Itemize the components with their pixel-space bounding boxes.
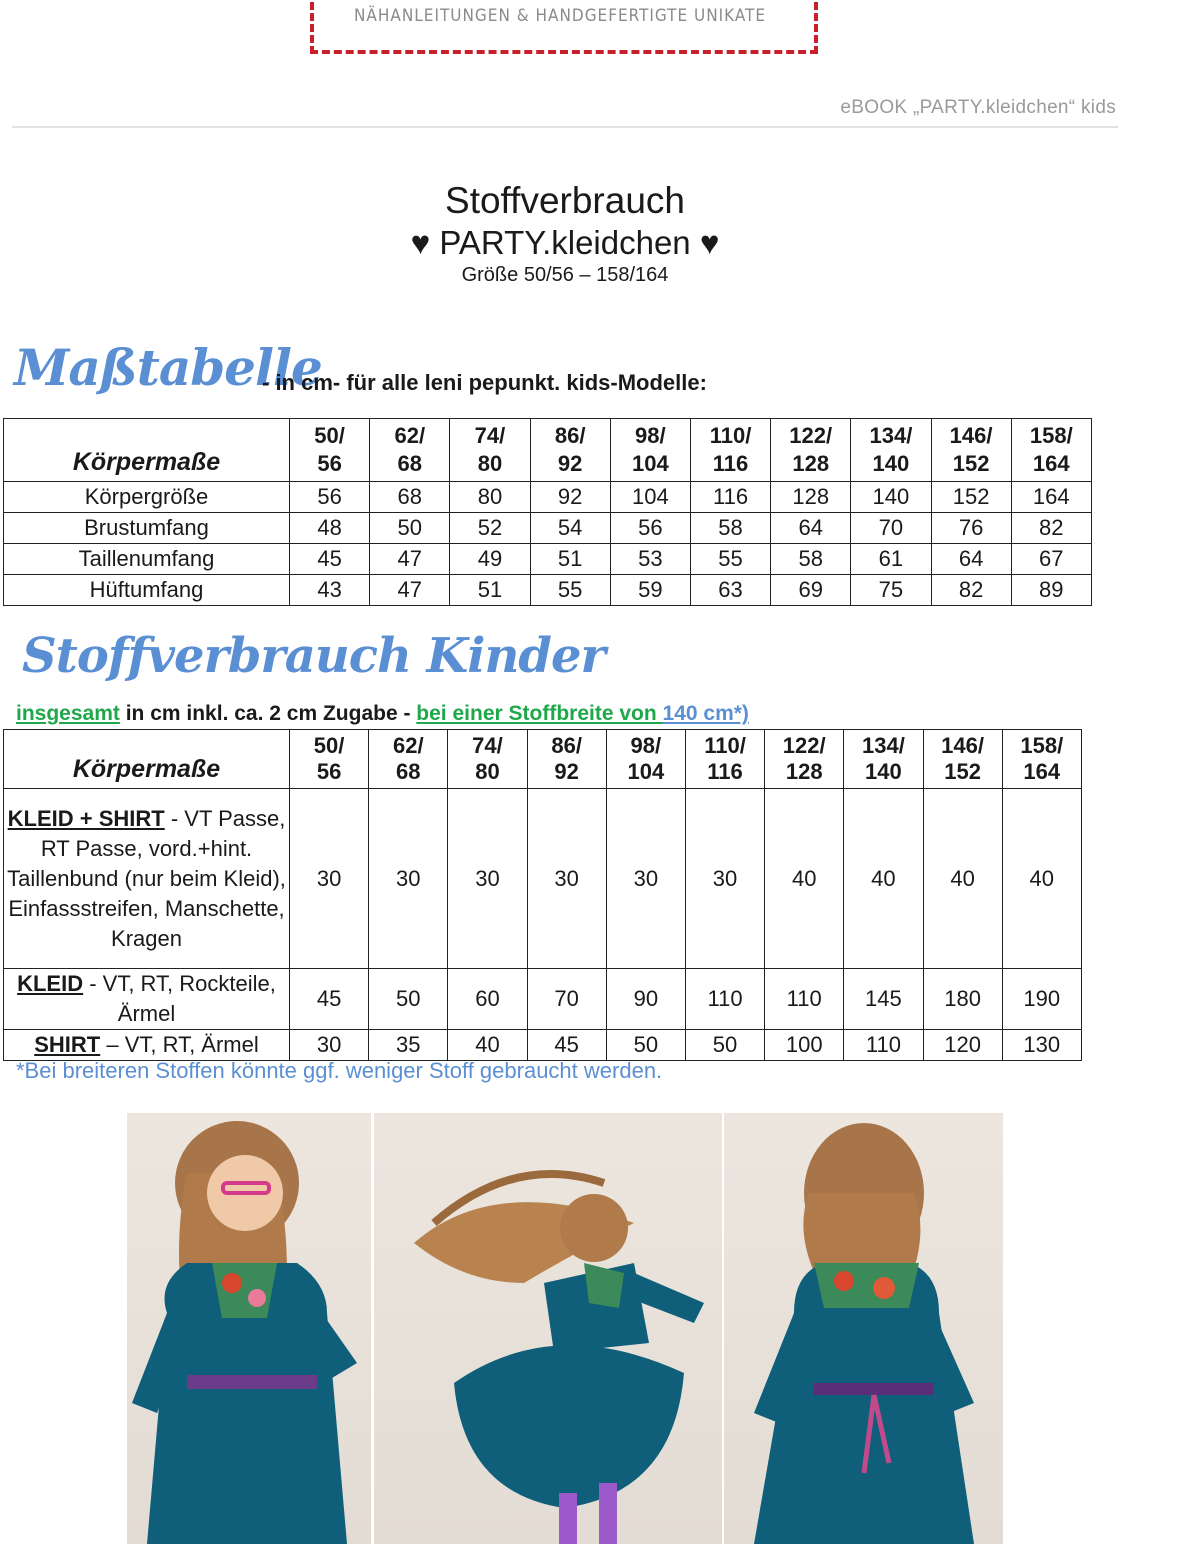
table-cell: 58: [771, 544, 851, 575]
size-header: 146/ 152: [923, 730, 1002, 789]
table-cell: 100: [765, 1030, 844, 1061]
size-header: 122/ 128: [771, 419, 851, 482]
size-header: 98/ 104: [610, 419, 690, 482]
table-cell: 140: [851, 482, 931, 513]
table-cell: 30: [290, 1030, 369, 1061]
table-cell: 50: [370, 513, 450, 544]
size-header: 122/ 128: [765, 730, 844, 789]
table-cell: 30: [448, 789, 527, 969]
table-cell: 58: [690, 513, 770, 544]
table-cell: 45: [290, 969, 369, 1030]
subheading-fabric-width: bei einer Stoffbreite von: [416, 702, 663, 725]
table-cell: 35: [369, 1030, 448, 1061]
table-cell: 54: [530, 513, 610, 544]
table-cell: 53: [610, 544, 690, 575]
corner-label: Körpermaße: [4, 730, 290, 789]
table-cell: 40: [448, 1030, 527, 1061]
table-cell: 80: [450, 482, 530, 513]
size-header: 74/ 80: [450, 419, 530, 482]
stoffverbrauch-heading: Stoffverbrauch Kinder: [22, 628, 605, 684]
size-header: 86/ 92: [527, 730, 606, 789]
table-cell: 61: [851, 544, 931, 575]
table-cell: 30: [290, 789, 369, 969]
masstabelle-heading: Maßtabelle: [14, 338, 322, 397]
size-header: 110/ 116: [685, 730, 764, 789]
table-cell: 56: [290, 482, 370, 513]
table-row: [4, 544, 1092, 575]
table-cell: 70: [527, 969, 606, 1030]
photo-front: [127, 1113, 371, 1544]
table-cell: 67: [1011, 544, 1091, 575]
table-row: [4, 513, 1092, 544]
table-cell: 64: [931, 544, 1011, 575]
table-cell: 47: [370, 544, 450, 575]
row-label: Taillenumfang: [4, 544, 290, 575]
table-row: [4, 969, 1082, 1030]
table-cell: 76: [931, 513, 1011, 544]
table-cell: 116: [690, 482, 770, 513]
table-cell: 69: [771, 575, 851, 606]
table-cell: 68: [370, 482, 450, 513]
table-cell: 92: [530, 482, 610, 513]
table-row: [4, 482, 1092, 513]
stoffverbrauch-subheading: [16, 702, 749, 726]
table-cell: 64: [771, 513, 851, 544]
row-label-kleid: KLEID - VT, RT, Rockteile, Ärmel: [4, 969, 290, 1030]
subheading-allowance: in cm inkl. ca. 2 cm Zugabe -: [119, 702, 417, 725]
logo-tagline: NÄHANLEITUNGEN & HANDGEFERTIGTE UNIKATE: [353, 6, 767, 26]
subheading-total: insgesamt: [16, 702, 120, 725]
table-cell: 110: [685, 969, 764, 1030]
table-cell: 50: [369, 969, 448, 1030]
size-header: 86/ 92: [530, 419, 610, 482]
table-cell: 145: [844, 969, 923, 1030]
size-header: 110/ 116: [690, 419, 770, 482]
table-cell: 128: [771, 482, 851, 513]
size-header: 134/ 140: [851, 419, 931, 482]
row-label-kleid-shirt: KLEID + SHIRT - VT Passe, RT Passe, vord.+hint. Taillenbund (nur beim Kleid), Einfassstreifen, Manschette, Kragen: [4, 789, 290, 969]
footnote: *Bei breiteren Stoffen könnte ggf. weniger Stoff gebraucht werden.: [16, 1058, 663, 1083]
page-title: Stoffverbrauch: [445, 180, 685, 221]
table-cell: 52: [450, 513, 530, 544]
table-cell: 90: [606, 969, 685, 1030]
size-header: 158/ 164: [1002, 730, 1081, 789]
row-label: Brustumfang: [4, 513, 290, 544]
table-cell: 190: [1002, 969, 1081, 1030]
masstabelle-subheading: - in cm- für alle leni pepunkt. kids-Modelle:: [262, 370, 707, 395]
measurement-table: [3, 418, 1092, 606]
row-label: Körpergröße: [4, 482, 290, 513]
table-cell: 40: [765, 789, 844, 969]
table-cell: 59: [610, 575, 690, 606]
table-cell: 50: [606, 1030, 685, 1061]
product-title: ♥ PARTY.kleidchen ♥: [410, 224, 720, 261]
table-cell: 82: [1011, 513, 1091, 544]
photo-twirl: [374, 1113, 722, 1544]
size-header: 98/ 104: [606, 730, 685, 789]
table-cell: 40: [1002, 789, 1081, 969]
fabric-table: [3, 729, 1082, 1061]
table-cell: 49: [450, 544, 530, 575]
header-divider: [12, 126, 1118, 128]
table-cell: 47: [370, 575, 450, 606]
size-header: 134/ 140: [844, 730, 923, 789]
table-cell: 60: [448, 969, 527, 1030]
table-cell: 40: [923, 789, 1002, 969]
row-label: Hüftumfang: [4, 575, 290, 606]
size-header: 158/ 164: [1011, 419, 1091, 482]
table-cell: 50: [685, 1030, 764, 1061]
table-cell: 48: [290, 513, 370, 544]
table-cell: 55: [530, 575, 610, 606]
table-cell: 45: [527, 1030, 606, 1061]
table-cell: 63: [690, 575, 770, 606]
table-cell: 40: [844, 789, 923, 969]
table-row: [4, 575, 1092, 606]
size-header: 62/ 68: [369, 730, 448, 789]
table-cell: 120: [923, 1030, 1002, 1061]
table-cell: 51: [450, 575, 530, 606]
size-header: 50/ 56: [290, 419, 370, 482]
table-cell: 110: [844, 1030, 923, 1061]
table-cell: 30: [527, 789, 606, 969]
table-cell: 70: [851, 513, 931, 544]
size-header: 62/ 68: [370, 419, 450, 482]
table-cell: 180: [923, 969, 1002, 1030]
table-cell: 30: [685, 789, 764, 969]
row-label-shirt: SHIRT – VT, RT, Ärmel: [4, 1030, 290, 1061]
photo-back: [724, 1113, 1003, 1544]
table-cell: 164: [1011, 482, 1091, 513]
table-cell: 110: [765, 969, 844, 1030]
table-row: [4, 789, 1082, 969]
corner-label: Körpermaße: [4, 419, 290, 482]
table-cell: 75: [851, 575, 931, 606]
table-cell: 130: [1002, 1030, 1081, 1061]
table-cell: 51: [530, 544, 610, 575]
table-cell: 56: [610, 513, 690, 544]
size-header: 146/ 152: [931, 419, 1011, 482]
table-cell: 104: [610, 482, 690, 513]
table-cell: 43: [290, 575, 370, 606]
subheading-width-value: 140 cm*): [662, 702, 749, 725]
table-cell: 55: [690, 544, 770, 575]
table-cell: 30: [369, 789, 448, 969]
ebook-label: eBOOK „PARTY.kleidchen“ kids: [840, 97, 1116, 118]
table-row: [4, 1030, 1082, 1061]
size-header: 50/ 56: [290, 730, 369, 789]
table-cell: 89: [1011, 575, 1091, 606]
size-header: 74/ 80: [448, 730, 527, 789]
size-range: Größe 50/56 – 158/164: [461, 264, 669, 286]
table-cell: 82: [931, 575, 1011, 606]
table-cell: 30: [606, 789, 685, 969]
table-cell: 45: [290, 544, 370, 575]
table-cell: 152: [931, 482, 1011, 513]
